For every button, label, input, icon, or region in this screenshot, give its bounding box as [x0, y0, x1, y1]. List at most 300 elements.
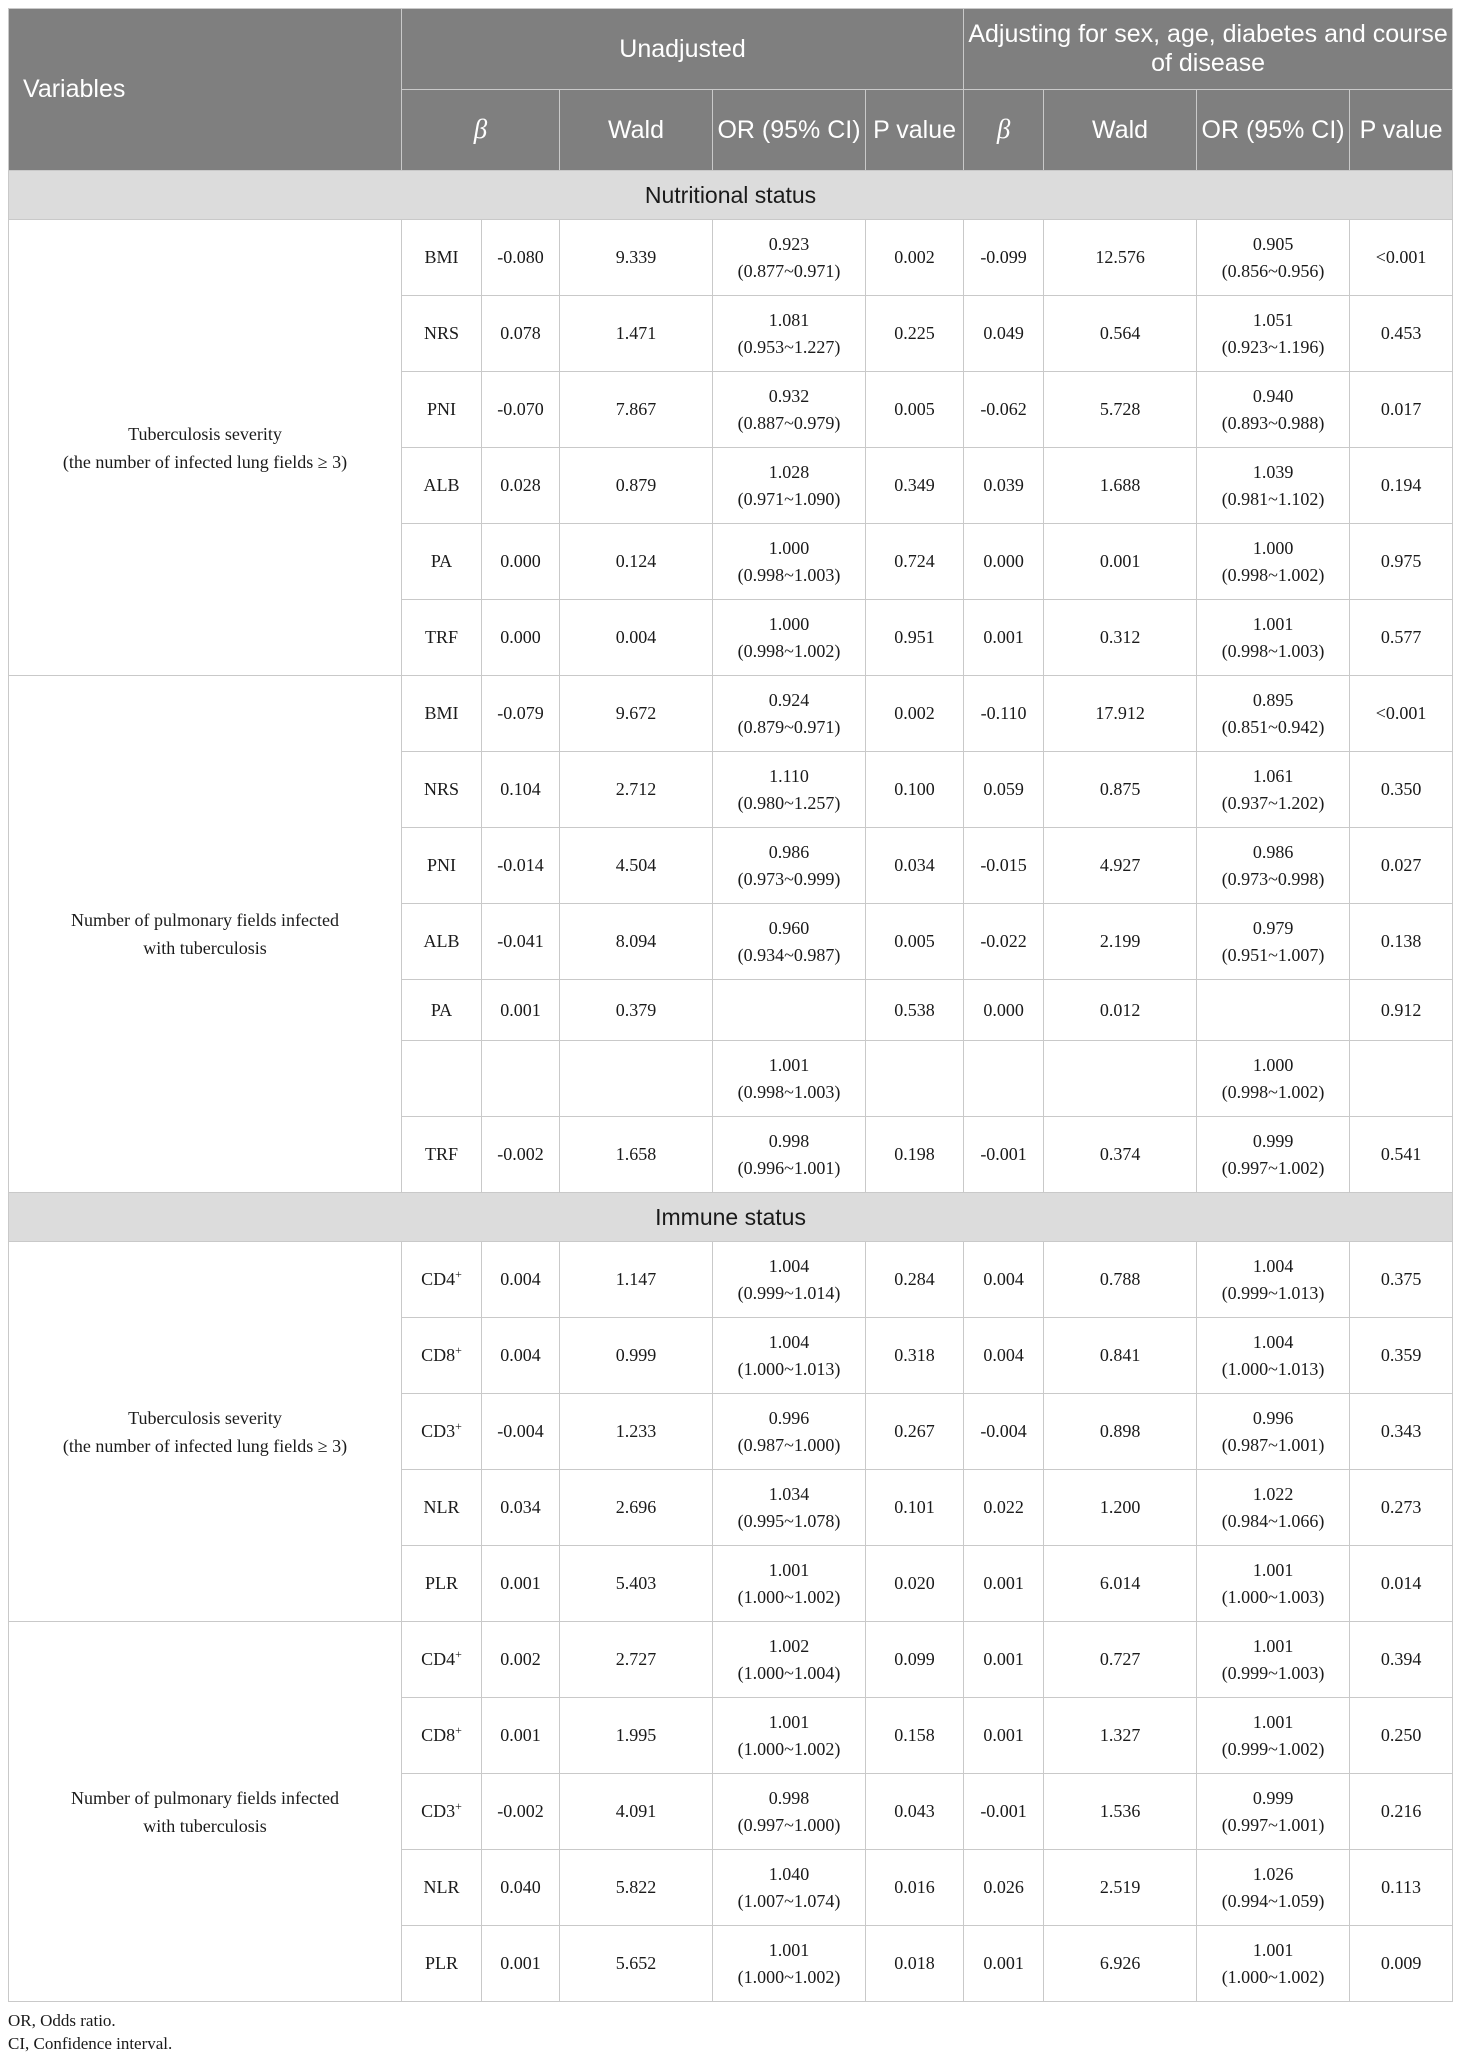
- p-adjusted: 0.216: [1350, 1774, 1453, 1850]
- wald-adjusted: 1.536: [1044, 1774, 1197, 1850]
- variable-name: PLR: [424, 1573, 458, 1593]
- ci-value: (0.981~1.102): [1221, 488, 1325, 509]
- p-unadjusted: 0.538: [866, 980, 964, 1041]
- wald-unadjusted: 9.672: [560, 676, 713, 752]
- beta-adjusted: -0.015: [964, 828, 1044, 904]
- p-adjusted: 0.577: [1350, 600, 1453, 676]
- or-ci-adjusted: [1197, 1117, 1350, 1193]
- wald-unadjusted: 8.094: [560, 904, 713, 980]
- or-value: 1.004: [768, 1255, 810, 1276]
- or-value: 0.996: [768, 1407, 810, 1428]
- wald-unadjusted: 1.471: [560, 296, 713, 372]
- variable-name: CD4: [421, 1649, 456, 1669]
- ci-value: (1.000~1.002): [737, 1738, 841, 1759]
- table-row: [9, 1242, 1453, 1318]
- wald-adjusted: 0.788: [1044, 1242, 1197, 1318]
- or-value: 0.998: [768, 1130, 810, 1151]
- variable-cell: [402, 372, 482, 448]
- or-value: 0.940: [1252, 385, 1294, 406]
- outcome-label: [9, 676, 402, 1193]
- ci-value: (0.953~1.227): [737, 336, 841, 357]
- variable-cell: [402, 1470, 482, 1546]
- beta-adjusted: -0.001: [964, 1774, 1044, 1850]
- or-ci-adjusted: [1197, 676, 1350, 752]
- p-adjusted: 0.017: [1350, 372, 1453, 448]
- ci-value: (0.999~1.003): [1221, 1662, 1325, 1683]
- wald-unadjusted: 7.867: [560, 372, 713, 448]
- ci-value: (1.000~1.013): [1221, 1358, 1325, 1379]
- variable-name: PA: [430, 999, 453, 1020]
- variable-name: BMI: [424, 703, 459, 723]
- or-ci-unadjusted: [713, 1470, 866, 1546]
- outcome-line: with tuberculosis: [143, 1815, 267, 1836]
- ci-value: (1.000~1.002): [1221, 1966, 1325, 1987]
- or-value: 0.924: [768, 689, 810, 710]
- ci-value: (0.994~1.059): [1221, 1890, 1325, 1911]
- or-value: 1.004: [1252, 1255, 1294, 1276]
- ci-value: (0.997~1.001): [1221, 1814, 1325, 1835]
- p-adjusted: 0.343: [1350, 1394, 1453, 1470]
- or-ci-unadjusted: [713, 296, 866, 372]
- p-unadjusted: [866, 1041, 964, 1117]
- p-unadjusted: 0.005: [866, 904, 964, 980]
- or-ci-unadjusted: [713, 1318, 866, 1394]
- or-value: 1.001: [768, 1939, 810, 1960]
- or-value: 1.001: [768, 1559, 810, 1580]
- p-unadjusted: 0.318: [866, 1318, 964, 1394]
- ci-value: (0.998~1.003): [1221, 640, 1325, 661]
- or-value: 1.081: [768, 309, 810, 330]
- ci-value: (0.973~0.998): [1221, 868, 1325, 889]
- outcome-label: [9, 220, 402, 676]
- beta-unadjusted: -0.004: [482, 1394, 560, 1470]
- or-ci-adjusted: [1197, 1394, 1350, 1470]
- or-ci-adjusted: [1197, 752, 1350, 828]
- or-value: 0.895: [1252, 689, 1294, 710]
- or-ci-unadjusted: [713, 1546, 866, 1622]
- or-header-unadjusted: OR (95% CI): [713, 90, 866, 171]
- or-ci-adjusted: [1197, 904, 1350, 980]
- wald-unadjusted: 1.233: [560, 1394, 713, 1470]
- variable-cell: [402, 1850, 482, 1926]
- beta-unadjusted: 0.001: [482, 1926, 560, 2002]
- p-unadjusted: 0.002: [866, 676, 964, 752]
- wald-adjusted: 0.727: [1044, 1622, 1197, 1698]
- wald-unadjusted: 1.147: [560, 1242, 713, 1318]
- or-ci-unadjusted: [713, 1242, 866, 1318]
- variable-cell: [402, 524, 482, 600]
- or-value: 1.051: [1252, 309, 1294, 330]
- ci-value: (1.000~1.004): [737, 1662, 841, 1683]
- or-ci-adjusted: [1197, 1622, 1350, 1698]
- beta-adjusted: 0.001: [964, 1622, 1044, 1698]
- beta-unadjusted: 0.104: [482, 752, 560, 828]
- p-unadjusted: 0.020: [866, 1546, 964, 1622]
- variable-name: ALB: [423, 475, 460, 495]
- beta-unadjusted: -0.070: [482, 372, 560, 448]
- wald-adjusted: 4.927: [1044, 828, 1197, 904]
- or-ci-unadjusted: [713, 676, 866, 752]
- p-adjusted: 0.541: [1350, 1117, 1453, 1193]
- p-unadjusted: 0.284: [866, 1242, 964, 1318]
- wald-unadjusted: 0.879: [560, 448, 713, 524]
- variable-name: NLR: [423, 1877, 460, 1897]
- or-value: 1.000: [1252, 1054, 1294, 1075]
- ci-value: (0.997~1.000): [737, 1814, 841, 1835]
- ci-value: (0.879~0.971): [737, 716, 841, 737]
- p-unadjusted: 0.043: [866, 1774, 964, 1850]
- or-ci-adjusted: [1197, 1926, 1350, 2002]
- variable-cell: [402, 980, 482, 1041]
- beta-unadjusted: 0.001: [482, 1698, 560, 1774]
- or-ci-adjusted: [1197, 1041, 1350, 1117]
- or-ci-adjusted: [1197, 828, 1350, 904]
- wald-unadjusted: 4.091: [560, 1774, 713, 1850]
- variable-name: NRS: [423, 779, 459, 799]
- wald-header-adjusted: Wald: [1044, 90, 1197, 171]
- p-unadjusted: 0.034: [866, 828, 964, 904]
- variable-cell: [402, 296, 482, 372]
- section-title: Immune status: [9, 1193, 1453, 1242]
- or-value: 1.022: [1252, 1483, 1294, 1504]
- wald-adjusted: 0.001: [1044, 524, 1197, 600]
- or-ci-unadjusted: [713, 1850, 866, 1926]
- ci-value: (0.973~0.999): [737, 868, 841, 889]
- wald-adjusted: [1044, 1041, 1197, 1117]
- wald-unadjusted: 5.822: [560, 1850, 713, 1926]
- wald-adjusted: 17.912: [1044, 676, 1197, 752]
- outcome-line: Tuberculosis severity: [128, 423, 282, 444]
- or-header-adjusted: OR (95% CI): [1197, 90, 1350, 171]
- or-value: 1.039: [1252, 461, 1294, 482]
- beta-adjusted: 0.059: [964, 752, 1044, 828]
- p-unadjusted: 0.267: [866, 1394, 964, 1470]
- beta-unadjusted: -0.041: [482, 904, 560, 980]
- variable-name: ALB: [423, 931, 460, 951]
- or-value: 0.996: [1252, 1407, 1294, 1428]
- ci-value: (0.980~1.257): [737, 792, 841, 813]
- variable-name: CD4: [421, 1269, 456, 1289]
- variable-cell: [402, 904, 482, 980]
- or-ci-unadjusted: [713, 1622, 866, 1698]
- section-title: Nutritional status: [9, 171, 1453, 220]
- or-ci-unadjusted: [713, 1117, 866, 1193]
- p-adjusted: 0.027: [1350, 828, 1453, 904]
- beta-adjusted: 0.022: [964, 1470, 1044, 1546]
- or-ci-adjusted: [1197, 1698, 1350, 1774]
- variable-name: PNI: [426, 399, 456, 419]
- outcome-line: with tuberculosis: [143, 938, 267, 958]
- variable-name: CD8: [421, 1345, 456, 1365]
- variable-name: CD8: [421, 1725, 456, 1745]
- section-row: [9, 171, 1453, 220]
- or-ci-unadjusted: [713, 1926, 866, 2002]
- wald-adjusted: 12.576: [1044, 220, 1197, 296]
- wald-adjusted: 1.327: [1044, 1698, 1197, 1774]
- ci-value: (0.998~1.002): [737, 640, 841, 661]
- beta-unadjusted: 0.034: [482, 1470, 560, 1546]
- beta-adjusted: 0.004: [964, 1318, 1044, 1394]
- variable-superscript: +: [455, 1419, 462, 1433]
- variable-cell: [402, 1394, 482, 1470]
- p-adjusted: 0.350: [1350, 752, 1453, 828]
- ci-value: (0.999~1.014): [737, 1282, 841, 1303]
- variable-cell: [402, 1117, 482, 1193]
- wald-unadjusted: [560, 1041, 713, 1117]
- beta-unadjusted: -0.080: [482, 220, 560, 296]
- wald-header-unadjusted: Wald: [560, 90, 713, 171]
- p-adjusted: 0.394: [1350, 1622, 1453, 1698]
- wald-adjusted: 2.519: [1044, 1850, 1197, 1926]
- p-adjusted: 0.250: [1350, 1698, 1453, 1774]
- or-ci-unadjusted: [713, 980, 866, 1041]
- wald-unadjusted: 2.712: [560, 752, 713, 828]
- variable-name: PNI: [426, 855, 456, 875]
- beta-unadjusted: 0.078: [482, 296, 560, 372]
- variable-cell: [402, 600, 482, 676]
- beta-unadjusted: 0.040: [482, 1850, 560, 1926]
- p-unadjusted: 0.198: [866, 1117, 964, 1193]
- or-value: 0.986: [768, 841, 810, 862]
- variable-cell: [402, 1242, 482, 1318]
- or-ci-adjusted: [1197, 220, 1350, 296]
- p-adjusted: 0.453: [1350, 296, 1453, 372]
- outcome-label: [9, 1622, 402, 2002]
- variable-name: CD3: [421, 1421, 456, 1441]
- wald-unadjusted: 0.124: [560, 524, 713, 600]
- beta-adjusted: -0.001: [964, 1117, 1044, 1193]
- or-ci-unadjusted: [713, 1041, 866, 1117]
- variable-name: NLR: [423, 1497, 460, 1517]
- beta-adjusted: [964, 1041, 1044, 1117]
- ci-value: (0.851~0.942): [1221, 716, 1325, 737]
- ci-value: (0.998~1.003): [737, 564, 841, 585]
- p-unadjusted: 0.225: [866, 296, 964, 372]
- wald-unadjusted: 5.403: [560, 1546, 713, 1622]
- or-value: 1.000: [768, 613, 810, 634]
- beta-adjusted: -0.062: [964, 372, 1044, 448]
- beta-adjusted: -0.004: [964, 1394, 1044, 1470]
- wald-unadjusted: 4.504: [560, 828, 713, 904]
- p-unadjusted: 0.016: [866, 1850, 964, 1926]
- variable-superscript: +: [455, 1799, 462, 1813]
- or-ci-adjusted: [1197, 980, 1350, 1041]
- ci-value: (0.887~0.979): [737, 412, 841, 433]
- or-value: 1.001: [768, 1711, 810, 1732]
- or-value: 1.004: [768, 1331, 810, 1352]
- adjusted-header: Adjusting for sex, age, diabetes and course of disease: [964, 9, 1453, 90]
- outcome-line: Tuberculosis severity: [128, 1407, 282, 1428]
- or-ci-adjusted: [1197, 600, 1350, 676]
- wald-adjusted: 0.564: [1044, 296, 1197, 372]
- ci-value: (0.934~0.987): [737, 944, 841, 965]
- or-value: 1.001: [1252, 1711, 1294, 1732]
- wald-adjusted: 0.898: [1044, 1394, 1197, 1470]
- p-adjusted: 0.912: [1350, 980, 1453, 1041]
- variable-cell: [402, 1041, 482, 1117]
- or-value: 1.001: [768, 1054, 810, 1075]
- p-unadjusted: 0.158: [866, 1698, 964, 1774]
- beta-unadjusted: 0.000: [482, 524, 560, 600]
- wald-unadjusted: 1.658: [560, 1117, 713, 1193]
- ci-value: (0.893~0.988): [1221, 412, 1325, 433]
- wald-adjusted: 1.688: [1044, 448, 1197, 524]
- ci-value: (0.987~1.001): [1221, 1434, 1325, 1455]
- or-value: 1.028: [768, 461, 810, 482]
- or-value: 0.998: [768, 1787, 810, 1808]
- p-unadjusted: 0.724: [866, 524, 964, 600]
- variable-superscript: +: [455, 1343, 462, 1357]
- or-ci-adjusted: [1197, 524, 1350, 600]
- wald-unadjusted: 0.004: [560, 600, 713, 676]
- ci-value: (0.998~1.003): [737, 1081, 841, 1102]
- or-value: 1.000: [768, 537, 810, 558]
- or-ci-unadjusted: [713, 1774, 866, 1850]
- or-value: 0.979: [1252, 917, 1294, 938]
- or-ci-adjusted: [1197, 372, 1350, 448]
- p-unadjusted: 0.100: [866, 752, 964, 828]
- ci-value: (1.007~1.074): [737, 1890, 841, 1911]
- wald-adjusted: 0.374: [1044, 1117, 1197, 1193]
- or-value: 1.040: [768, 1863, 810, 1884]
- variable-name: PLR: [424, 1953, 458, 1973]
- beta-adjusted: 0.000: [964, 524, 1044, 600]
- variable-cell: [402, 752, 482, 828]
- beta-adjusted: 0.000: [964, 980, 1044, 1041]
- beta-adjusted: 0.001: [964, 1698, 1044, 1774]
- ci-value: (0.999~1.002): [1221, 1738, 1325, 1759]
- or-value: 0.932: [768, 385, 810, 406]
- ci-value: (1.000~1.002): [737, 1586, 841, 1607]
- p-adjusted: 0.113: [1350, 1850, 1453, 1926]
- p-unadjusted: 0.005: [866, 372, 964, 448]
- variable-cell: [402, 1698, 482, 1774]
- p-adjusted: 0.273: [1350, 1470, 1453, 1546]
- wald-adjusted: 0.841: [1044, 1318, 1197, 1394]
- or-value: 1.000: [1252, 537, 1294, 558]
- beta-unadjusted: -0.002: [482, 1774, 560, 1850]
- unadjusted-header: Unadjusted: [402, 9, 964, 90]
- or-ci-adjusted: [1197, 1774, 1350, 1850]
- beta-unadjusted: 0.004: [482, 1242, 560, 1318]
- variable-superscript: +: [455, 1267, 462, 1281]
- beta-adjusted: 0.049: [964, 296, 1044, 372]
- wald-unadjusted: 9.339: [560, 220, 713, 296]
- wald-adjusted: 6.014: [1044, 1546, 1197, 1622]
- p-unadjusted: 0.349: [866, 448, 964, 524]
- or-value: 1.002: [768, 1635, 810, 1656]
- variable-cell: [402, 1546, 482, 1622]
- p-header-adjusted: P value: [1350, 90, 1453, 171]
- ci-value: (0.856~0.956): [1221, 260, 1325, 281]
- outcome-line: Number of pulmonary fields infected: [71, 1787, 339, 1808]
- or-value: 1.001: [1252, 1939, 1294, 1960]
- beta-adjusted: 0.001: [964, 1546, 1044, 1622]
- p-adjusted: 0.375: [1350, 1242, 1453, 1318]
- or-value: 1.026: [1252, 1863, 1294, 1884]
- table-row: [9, 220, 1453, 296]
- or-ci-adjusted: [1197, 1242, 1350, 1318]
- beta-unadjusted: 0.002: [482, 1622, 560, 1698]
- ci-value: (0.997~1.002): [1221, 1157, 1325, 1178]
- wald-unadjusted: 0.379: [560, 980, 713, 1041]
- beta-adjusted: 0.004: [964, 1242, 1044, 1318]
- wald-unadjusted: 2.696: [560, 1470, 713, 1546]
- or-ci-unadjusted: [713, 904, 866, 980]
- table-header: [9, 9, 1453, 171]
- table-row: [9, 1622, 1453, 1698]
- variable-name: TRF: [424, 627, 458, 647]
- or-ci-unadjusted: [713, 220, 866, 296]
- ci-value: (0.995~1.078): [737, 1510, 841, 1531]
- beta-unadjusted: 0.028: [482, 448, 560, 524]
- variable-cell: [402, 448, 482, 524]
- p-adjusted: 0.009: [1350, 1926, 1453, 2002]
- footnote: CI, Confidence interval.: [8, 2034, 173, 2053]
- variable-cell: [402, 676, 482, 752]
- wald-adjusted: 5.728: [1044, 372, 1197, 448]
- table-row: [9, 676, 1453, 752]
- ci-value: (0.998~1.002): [1221, 1081, 1325, 1102]
- ci-value: (1.000~1.013): [737, 1358, 841, 1379]
- ci-value: (0.923~1.196): [1221, 336, 1325, 357]
- ci-value: (0.877~0.971): [737, 260, 841, 281]
- or-value: 1.061: [1252, 765, 1294, 786]
- outcome-line: (the number of infected lung fields ≥ 3): [62, 451, 348, 472]
- or-ci-unadjusted: [713, 600, 866, 676]
- wald-unadjusted: 5.652: [560, 1926, 713, 2002]
- beta-header-adjusted: β: [964, 90, 1044, 171]
- or-value: 0.986: [1252, 841, 1294, 862]
- or-value: 0.905: [1252, 233, 1294, 254]
- outcome-line: (the number of infected lung fields ≥ 3): [62, 1435, 348, 1456]
- footnote: OR, Odds ratio.: [8, 2011, 116, 2030]
- document: [8, 8, 1452, 2055]
- ci-value: (0.996~1.001): [737, 1157, 841, 1178]
- beta-unadjusted: 0.004: [482, 1318, 560, 1394]
- p-unadjusted: 0.002: [866, 220, 964, 296]
- wald-unadjusted: 0.999: [560, 1318, 713, 1394]
- beta-adjusted: 0.001: [964, 600, 1044, 676]
- wald-adjusted: 1.200: [1044, 1470, 1197, 1546]
- wald-adjusted: 2.199: [1044, 904, 1197, 980]
- beta-unadjusted: -0.079: [482, 676, 560, 752]
- p-adjusted: 0.138: [1350, 904, 1453, 980]
- p-adjusted: [1350, 1041, 1453, 1117]
- variable-name: PA: [430, 551, 453, 571]
- p-header-unadjusted: P value: [866, 90, 964, 171]
- variable-name: CD3: [421, 1801, 456, 1821]
- wald-adjusted: 6.926: [1044, 1926, 1197, 2002]
- or-ci-unadjusted: [713, 448, 866, 524]
- or-value: 0.999: [1252, 1130, 1294, 1151]
- or-value: 0.923: [768, 233, 810, 254]
- table-body: [9, 171, 1453, 2002]
- variable-cell: [402, 1622, 482, 1698]
- ci-value: (1.000~1.002): [737, 1966, 841, 1987]
- variable-cell: [402, 1318, 482, 1394]
- or-ci-adjusted: [1197, 1470, 1350, 1546]
- ci-value: (0.951~1.007): [1221, 944, 1325, 965]
- variable-superscript: +: [455, 1647, 462, 1661]
- ci-value: (0.999~1.013): [1221, 1282, 1325, 1303]
- variable-cell: [402, 1774, 482, 1850]
- beta-adjusted: 0.001: [964, 1926, 1044, 2002]
- or-ci-unadjusted: [713, 752, 866, 828]
- p-unadjusted: 0.099: [866, 1622, 964, 1698]
- or-ci-adjusted: [1197, 1318, 1350, 1394]
- p-adjusted: 0.194: [1350, 448, 1453, 524]
